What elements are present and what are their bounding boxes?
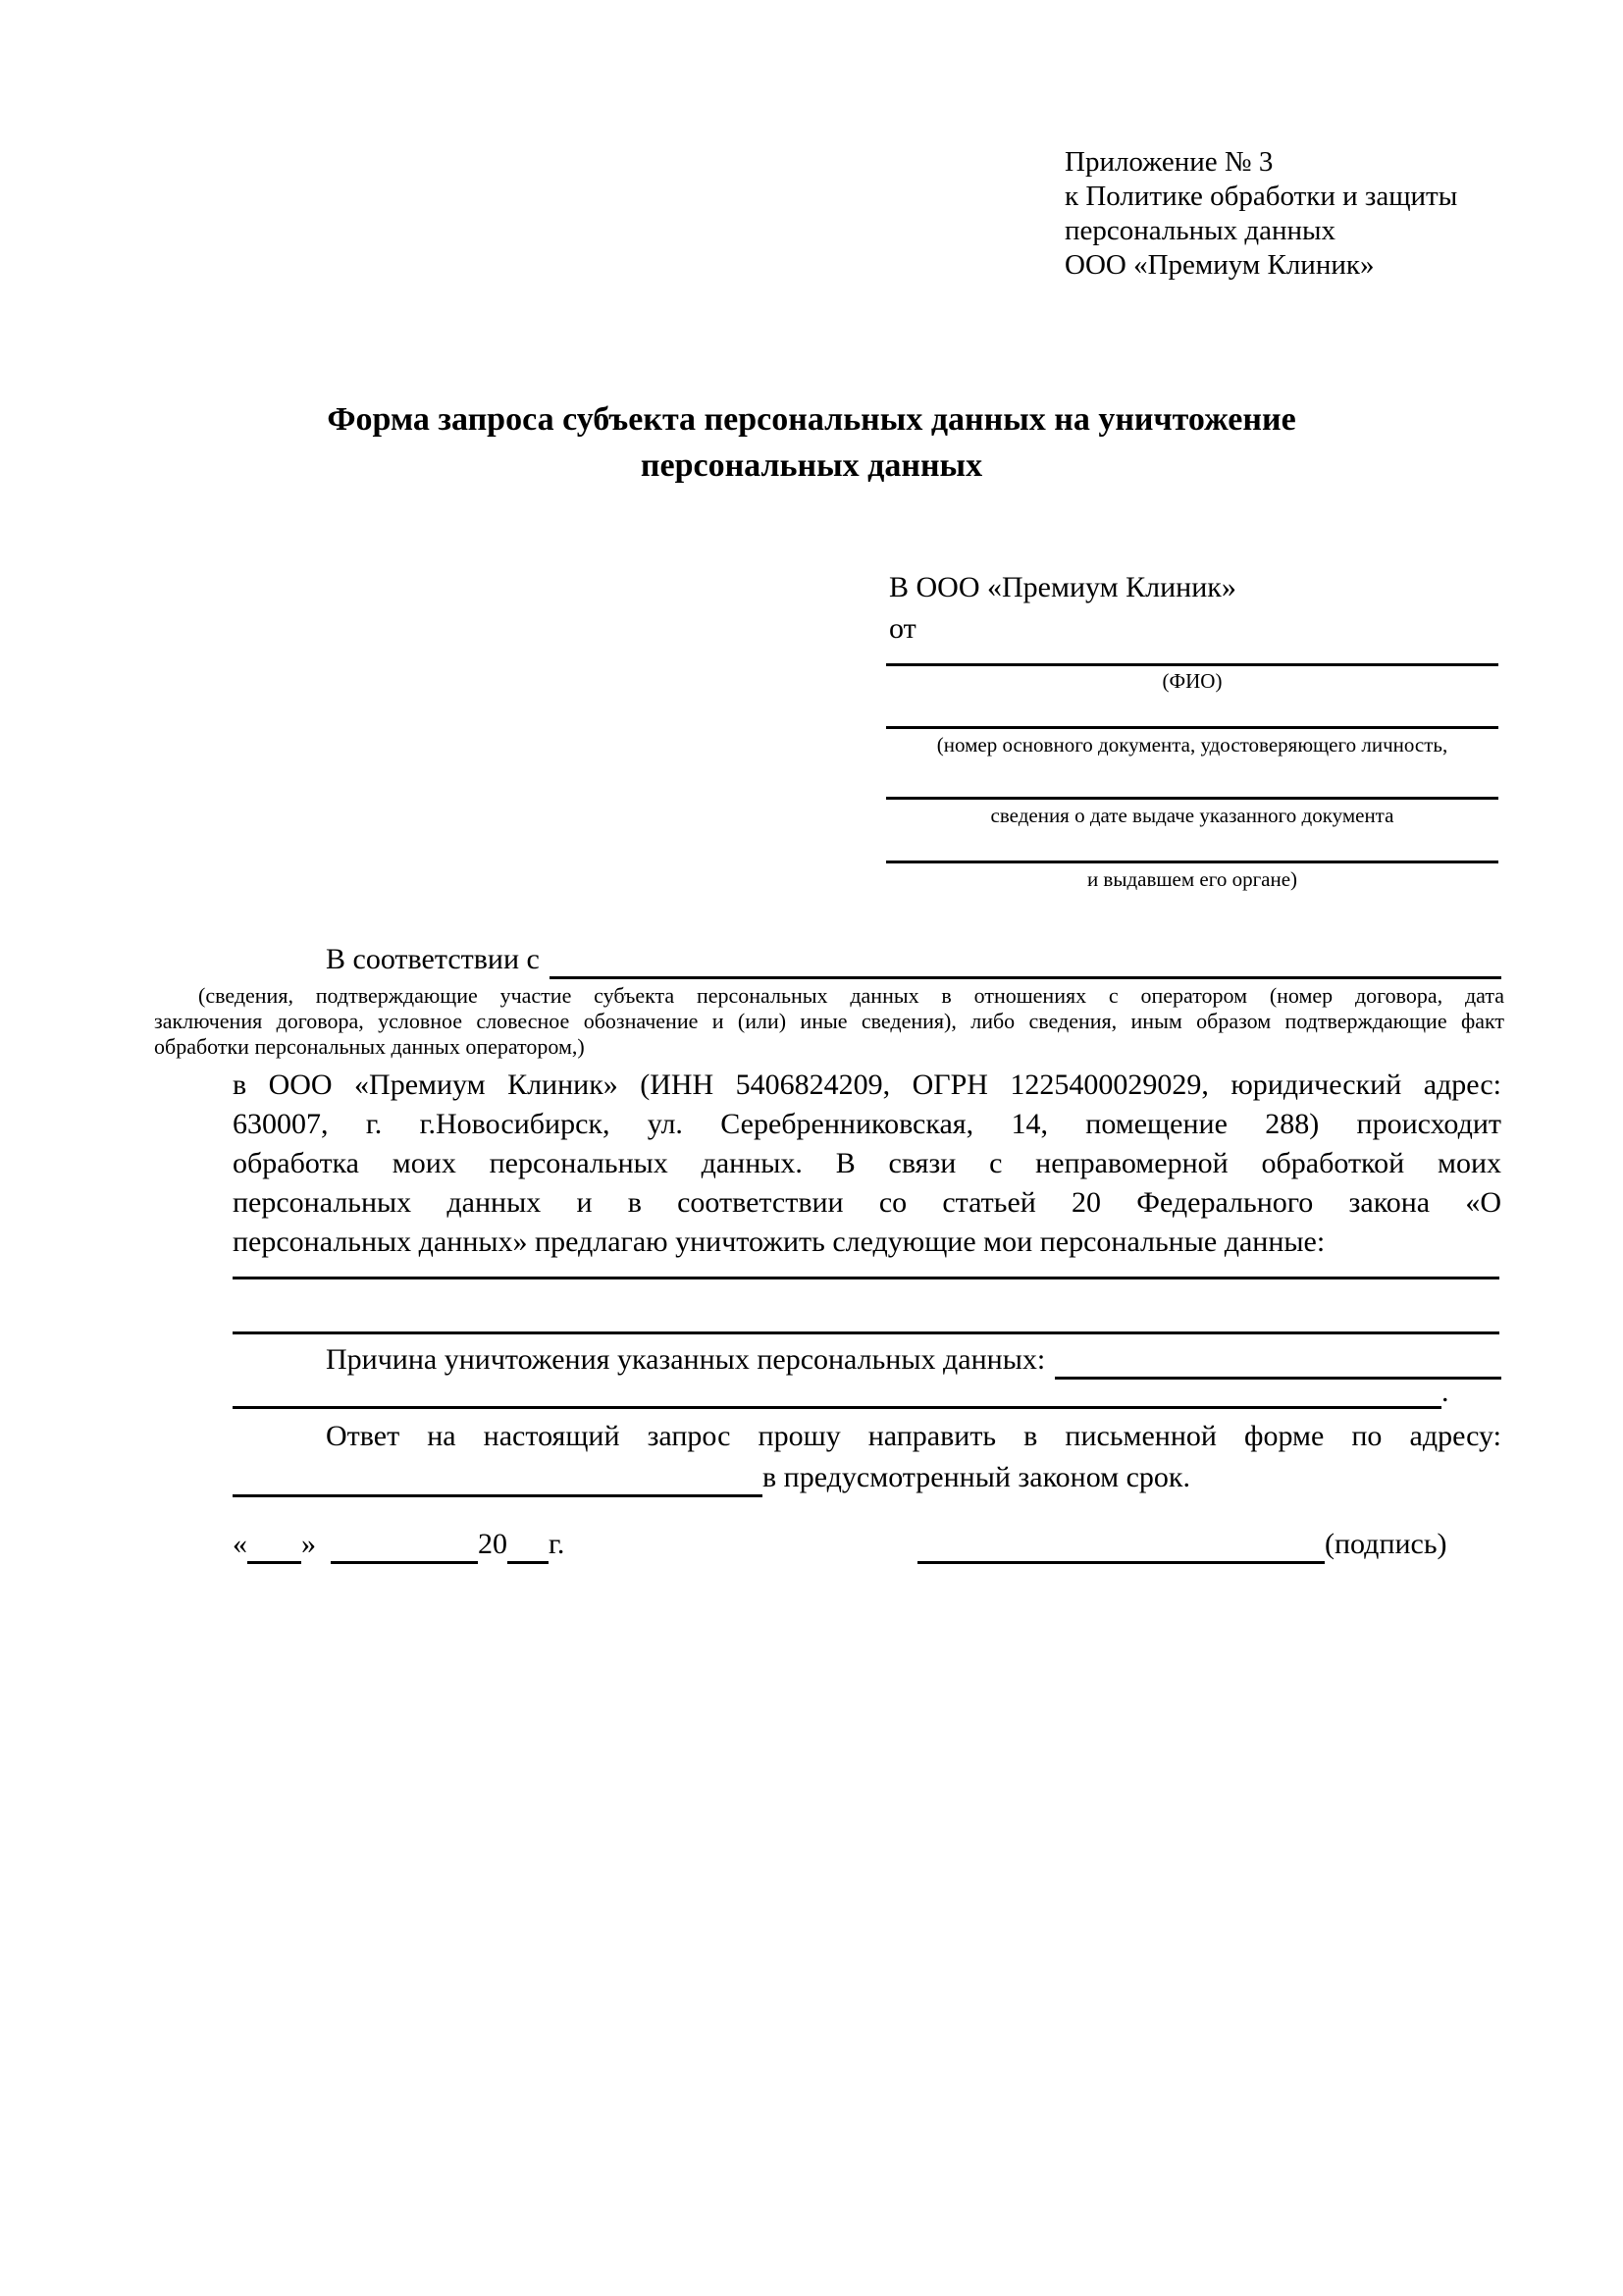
issue-date-blank-line xyxy=(886,797,1498,800)
year-suffix: г. xyxy=(549,1528,565,1560)
addressee-to: В ООО «Премиум Клиник» xyxy=(889,571,1236,603)
according-row xyxy=(233,940,1501,979)
document-title xyxy=(0,396,1623,489)
paragraph-line: персональных данных и в соответствии со статьей 20 Федерального закона «О xyxy=(233,1186,1501,1219)
appendix-line: Приложение № 3 xyxy=(1065,146,1274,178)
issue-date-caption: сведения о дате выдаче указанного документа xyxy=(990,804,1394,827)
issuer-caption: и выдавшем его органе) xyxy=(1086,867,1298,891)
reason-continuation-blank-line xyxy=(233,1371,1441,1409)
signature-caption: (подпись) xyxy=(1325,1528,1447,1560)
year-blank-line xyxy=(507,1525,549,1564)
according-blank-line xyxy=(550,940,1501,979)
response-line: Ответ на настоящий запрос прошу направить в письменной форме по адресу: xyxy=(326,1420,1501,1452)
paragraph-line: в ООО «Премиум Клиник» (ИНН 5406824209, ОГРН 1225400029029, юридический адрес: xyxy=(233,1069,1501,1101)
fio-blank-line xyxy=(886,663,1498,666)
addressee-from-label: от xyxy=(889,612,916,645)
appendix-line: к Политике обработки и защиты xyxy=(1065,181,1458,212)
personal-data-blank-line-1 xyxy=(233,1277,1499,1279)
appendix-line: ООО «Премиум Клиник» xyxy=(1065,249,1375,281)
response-address-row xyxy=(233,1458,1501,1497)
quote-open: « xyxy=(233,1528,247,1560)
paragraph-line: 630007, г. г.Новосибирск, ул. Серебренниковская, 14, помещение 288) происходит xyxy=(233,1108,1501,1140)
according-label: В соответствии с xyxy=(326,943,540,975)
paragraph-indent xyxy=(233,940,326,979)
address-blank-line xyxy=(233,1458,762,1497)
month-blank-line xyxy=(331,1525,478,1564)
signature-blank-line xyxy=(917,1525,1325,1564)
appendix-line: персональных данных xyxy=(1065,215,1336,246)
response-tail: в предусмотренный законом срок. xyxy=(762,1461,1190,1493)
title-line: Форма запроса субъекта персональных данных на уничтожение xyxy=(327,401,1296,438)
note-line: обработки персональных данных оператором,) xyxy=(154,1034,585,1059)
period: . xyxy=(1441,1376,1449,1408)
note-line: (сведения, подтверждающие участие субъекта персональных данных в отношениях с оператором (номер договора, дата xyxy=(198,983,1504,1008)
fio-caption: (ФИО) xyxy=(1162,669,1223,693)
doc-number-blank-line xyxy=(886,726,1498,729)
appendix-header xyxy=(1065,145,1457,283)
signature-row xyxy=(917,1525,1447,1564)
paragraph-line: обработка моих персональных данных. В связи с неправомерной обработкой моих xyxy=(233,1147,1501,1179)
year-prefix: 20 xyxy=(478,1528,507,1560)
doc-number-caption: (номер основного документа, удостоверяющего личность, xyxy=(936,733,1448,757)
date-row xyxy=(233,1525,564,1564)
personal-data-blank-line-2 xyxy=(233,1331,1499,1334)
note-line: заключения договора, условное словесное обозначение и (или) иные сведения), либо сведения, иным образом подтверждающие факт xyxy=(154,1009,1504,1033)
title-line: персональных данных xyxy=(640,447,983,484)
reason-label: Причина уничтожения указанных персональных данных: xyxy=(326,1343,1046,1376)
issuer-blank-line xyxy=(886,861,1498,863)
paragraph-line: персональных данных» предлагаю уничтожить следующие мои персональные данные: xyxy=(233,1226,1326,1258)
according-note xyxy=(154,983,1504,1060)
reason-continuation-row xyxy=(233,1374,1501,1409)
quote-close: » xyxy=(301,1528,316,1560)
day-blank-line xyxy=(247,1525,301,1564)
main-paragraph xyxy=(233,1066,1501,1262)
